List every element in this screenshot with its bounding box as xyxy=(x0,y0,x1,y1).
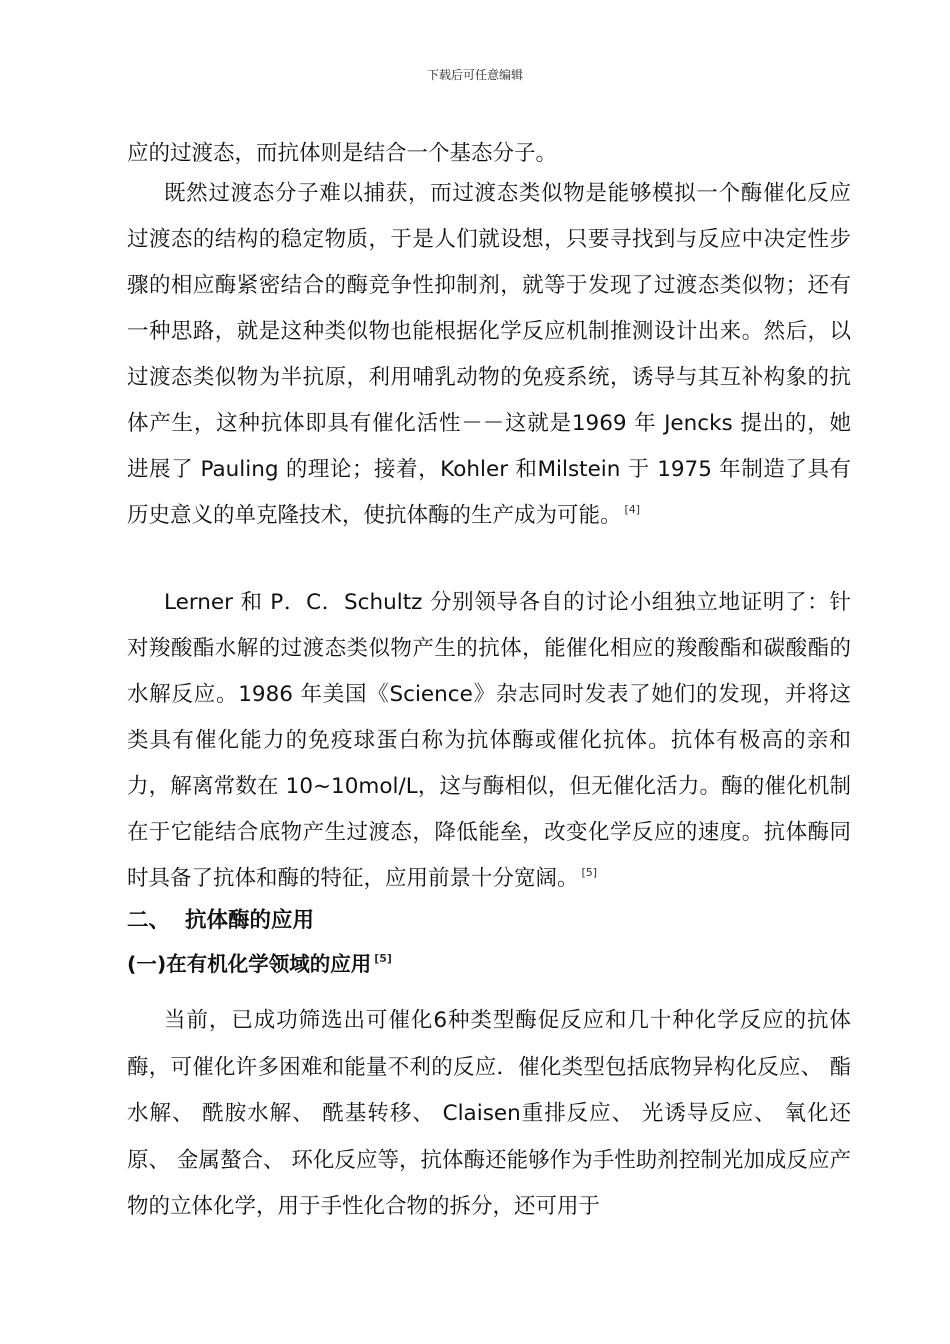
paragraph-4: 当前，已成功筛选出可催化6种类型酶促反应和几十种化学反应的抗体酶，可催化许多困难和能量不利的反应．催化类型包括底物异构化反应、 酯水解、 酰胺水解、 酰基转移、 Claisen重排反应、 光诱导反应、 氧化还原、 金属螯合、 环化反应等，抗体酶还能够作为手性助剂控制光加成反应产物的立体化学，用于手性化合物的拆分，还可用于 xyxy=(127,1008,851,1219)
section-heading xyxy=(127,898,314,944)
section-title: 抗体酶的应用 xyxy=(185,908,315,933)
citation-5: [5] xyxy=(581,866,598,879)
paragraph-3-text: Lerner 和 P．C．Schultz 分别领导各自的讨论小组独立地证明了：针对羧酸酯水解的过渡态类似物产生的抗体，能催化相应的羧酸酯和碳酸酯的水解反应。1986 年美国《Science》杂志同时发表了她们的发现，并将这类具有催化能力的免疫球蛋白称为抗体酶或催化抗体。抗体有极高的亲和力，解离常数在 10~10mol/L，这与酶相似，但无催化活力。酶的催化机制在于它能结合底物产生过渡态，降低能垒，改变化学反应的速度。抗体酶同时具备了抗体和酶的特征，应用前景十分宽阔。 xyxy=(127,590,851,891)
citation-4: [4] xyxy=(624,503,641,516)
paragraph-3 xyxy=(127,580,851,902)
section-number: 二、 xyxy=(127,908,171,933)
paragraph-2-text: 既然过渡态分子难以捕获，而过渡态类似物是能够模拟一个酶催化反应过渡态的结构的稳定物质，于是人们就设想，只要寻找到与反应中决定性步骤的相应酶紧密结合的酶竞争性抑制剂，就等于发现了过渡态类似物；还有一种思路，就是这种类似物也能根据化学反应机制推测设计出来。然后，以过渡态类似物为半抗原，利用哺乳动物的免疫系统，诱导与其互补构象的抗体产生，这种抗体即具有催化活性－－这就是1969 年 Jencks 提出的，她进展了 Pauling 的理论；接着，Kohler 和Milstein 于 1975 年制造了具有历史意义的单克隆技术，使抗体酶的生产成为可能。 xyxy=(127,181,851,528)
subsection-title: (一)在有机化学领域的应用 xyxy=(127,952,372,976)
paragraph-2 xyxy=(127,171,851,539)
page-header: 下载后可任意编辑 xyxy=(426,68,523,82)
subsection-heading xyxy=(127,941,392,987)
subsection-citation: [5] xyxy=(374,952,392,965)
paragraph-1: 应的过渡态，而抗体则是结合一个基态分子。 xyxy=(127,141,558,166)
